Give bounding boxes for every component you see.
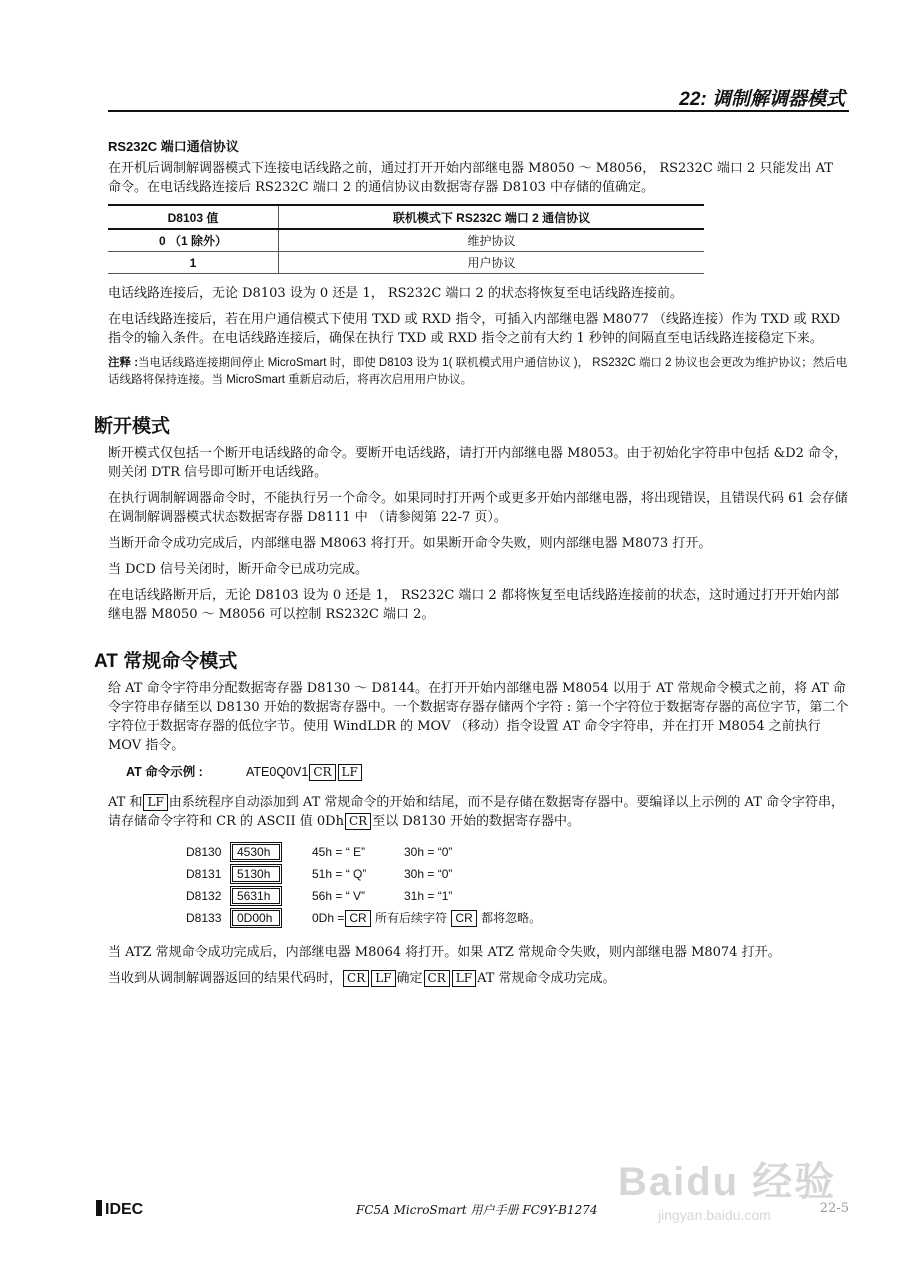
page-content xyxy=(94,136,850,995)
register-value: 4530h xyxy=(230,842,282,862)
note-label: 注释 : xyxy=(108,357,139,369)
paragraph: 当 ATZ 常规命令成功完成后，内部继电器 M8064 将打开。如果 ATZ 常规命令失败，则内部继电器 M8074 打开。 xyxy=(108,945,781,960)
register-row xyxy=(186,863,850,885)
text: 确定 xyxy=(396,971,423,986)
page-footer xyxy=(96,1196,849,1224)
high-byte: 56h = “ V” xyxy=(312,889,366,903)
protocol-table xyxy=(108,204,704,274)
table-row xyxy=(108,229,704,252)
watermark-url: jingyan.baidu.com xyxy=(658,1207,771,1223)
register-name: D8131 xyxy=(186,867,222,881)
logo-text: IDEC xyxy=(105,1201,144,1218)
cr-box: CR xyxy=(424,970,450,987)
high-byte: 45h = “ E” xyxy=(312,845,366,859)
note-text: 当电话线路连接期间停止 MicroSmart 时，即使 D8103 设为 1( 联机模式用户通信协议 )， RS232C 端口 2 协议也会更改为维护协议；然后电话线路将保持连接。当 MicroSmart 重新启动后，将再次启用用户协议。 xyxy=(108,357,848,386)
column-header: D8103 值 xyxy=(108,205,279,229)
example-label: AT 命令示例 : xyxy=(126,765,203,779)
table-header-row xyxy=(108,205,704,229)
register-value: 5631h xyxy=(230,886,282,906)
register-row xyxy=(186,907,850,929)
text: 至以 D8130 开始的数据寄存器中。 xyxy=(372,814,580,829)
paragraph: 断开模式仅包括一个断开电话线路的命令。要断开电话线路，请打开内部继电器 M8053。由于初始化字符串中包括 &D2 命令，则关闭 DTR 信号即可断开电话线路。 xyxy=(108,446,848,480)
section-heading: 断开模式 xyxy=(94,416,171,437)
paragraph: 电话线路连接后，无论 D8103 设为 0 还是 1， RS232C 端口 2 的状态将恢复至电话线路连接前。 xyxy=(108,286,683,301)
section-subtitle: RS232C 端口通信协议 xyxy=(108,139,239,154)
register-value: 0D00h xyxy=(230,908,282,928)
register-note: 所有后续字符 xyxy=(375,911,448,925)
register-name: D8132 xyxy=(186,889,222,903)
paragraph xyxy=(108,793,850,831)
register-value: 5130h xyxy=(230,864,282,884)
watermark-brand: Baidu 经验 xyxy=(618,1160,837,1204)
text: 由系统程序自动添加到 AT 常规命令的开始和结尾，而不是存储在数据寄存器中。要编译以上示例的 AT 命令字符串，请存储命令字符和 CR 的 ASCII 值 0Dh xyxy=(108,795,845,829)
cr-box: CR xyxy=(309,764,335,781)
cr-box: CR xyxy=(345,910,370,927)
low-byte: 30h = “0” xyxy=(404,845,453,859)
idec-logo xyxy=(96,1200,143,1219)
page-number: 22-5 xyxy=(819,1201,849,1216)
cr-box: CR xyxy=(343,970,369,987)
example-string: ATE0Q0V1 xyxy=(246,765,309,779)
paragraph: 在电话线路连接后，若在用户通信模式下使用 TXD 或 RXD 指令，可插入内部继电器 M8077 （线路连接）作为 TXD 或 RXD 指令的输入条件。在电话线路连接后，确保在执行 TXD 或 RXD 指令之前有大约 1 秒钟的间隔直至电话线路连接稳定下来。 xyxy=(108,312,841,346)
cr-box: CR xyxy=(451,910,476,927)
register-note: 都将忽略。 xyxy=(481,911,542,925)
table-cell: 用户协议 xyxy=(279,252,705,274)
chapter-header xyxy=(108,84,849,112)
register-eq: 0Dh = xyxy=(312,911,345,925)
register-name: D8130 xyxy=(186,845,222,859)
manual-title: FC5A MicroSmart 用户手册 FC9Y-B1274 xyxy=(356,1203,598,1217)
register-diagram xyxy=(186,841,850,929)
table-cell: 维护协议 xyxy=(279,229,705,252)
text: AT 常规命令成功完成。 xyxy=(477,971,616,986)
note xyxy=(108,355,850,389)
table-cell: 0 （1 除外） xyxy=(108,229,279,252)
section-heading: AT 常规命令模式 xyxy=(94,651,238,672)
high-byte: 51h = “ Q” xyxy=(312,867,367,881)
register-row xyxy=(186,841,850,863)
paragraph: 当断开命令成功完成后，内部继电器 M8063 将打开。如果断开命令失败，则内部继电器 M8073 打开。 xyxy=(108,536,712,551)
paragraph: 当 DCD 信号关闭时，断开命令已成功完成。 xyxy=(108,562,369,577)
paragraph: 在执行调制解调器命令时，不能执行另一个命令。如果同时打开两个或更多开始内部继电器，将出现错误，且错误代码 61 会存储在调制解调器模式状态数据寄存器 D8111 中 （请参阅第 22-7 页）。 xyxy=(108,491,848,525)
table-cell: 1 xyxy=(108,252,279,274)
paragraph xyxy=(108,969,850,988)
low-byte: 30h = “0” xyxy=(404,867,453,881)
lf-box: LF xyxy=(143,794,167,811)
text: AT 和 xyxy=(108,795,143,810)
register-row xyxy=(186,885,850,907)
low-byte: 31h = “1” xyxy=(404,889,453,903)
chapter-title: 22: 调制解调器模式 xyxy=(679,89,845,110)
paragraph: 在电话线路断开后，无论 D8103 设为 0 还是 1， RS232C 端口 2 都将恢复至电话线路连接前的状态，这时通过打开开始内部继电器 M8050 ～ M8056 可以控制 RS232C 端口 2。 xyxy=(108,588,839,622)
cr-box: CR xyxy=(345,813,371,830)
lf-box: LF xyxy=(452,970,476,987)
table-row xyxy=(108,252,704,274)
register-name: D8133 xyxy=(186,911,222,925)
logo-mark-icon xyxy=(96,1200,102,1216)
at-command-example xyxy=(126,762,850,781)
paragraph: 在开机后调制解调器模式下连接电话线路之前，通过打开开始内部继电器 M8050 ～ M8056， RS232C 端口 2 只能发出 AT 命令。在电话线路连接后 RS232C 端口 2 的通信协议由数据寄存器 D8103 中存储的值确定。 xyxy=(108,161,833,195)
text: 当收到从调制解调器返回的结果代码时， xyxy=(108,971,343,986)
lf-box: LF xyxy=(338,764,362,781)
column-header: 联机模式下 RS232C 端口 2 通信协议 xyxy=(279,205,705,229)
lf-box: LF xyxy=(371,970,395,987)
paragraph: 给 AT 命令字符串分配数据寄存器 D8130 ～ D8144。在打开开始内部继电器 M8054 以用于 AT 常规命令模式之前，将 AT 命令字符串存储至以 D8130 开始的数据寄存器中。一个数据寄存器存储两个字符 : 第一个字符位于数据寄存器的高位字节，第二个字符位于数据寄存器的低位字节。使用 WindLDR 的 MOV （移动）指令设置 AT 命令字符串，并在打开 M8054 之前执行 MOV 指令。 xyxy=(108,681,849,753)
